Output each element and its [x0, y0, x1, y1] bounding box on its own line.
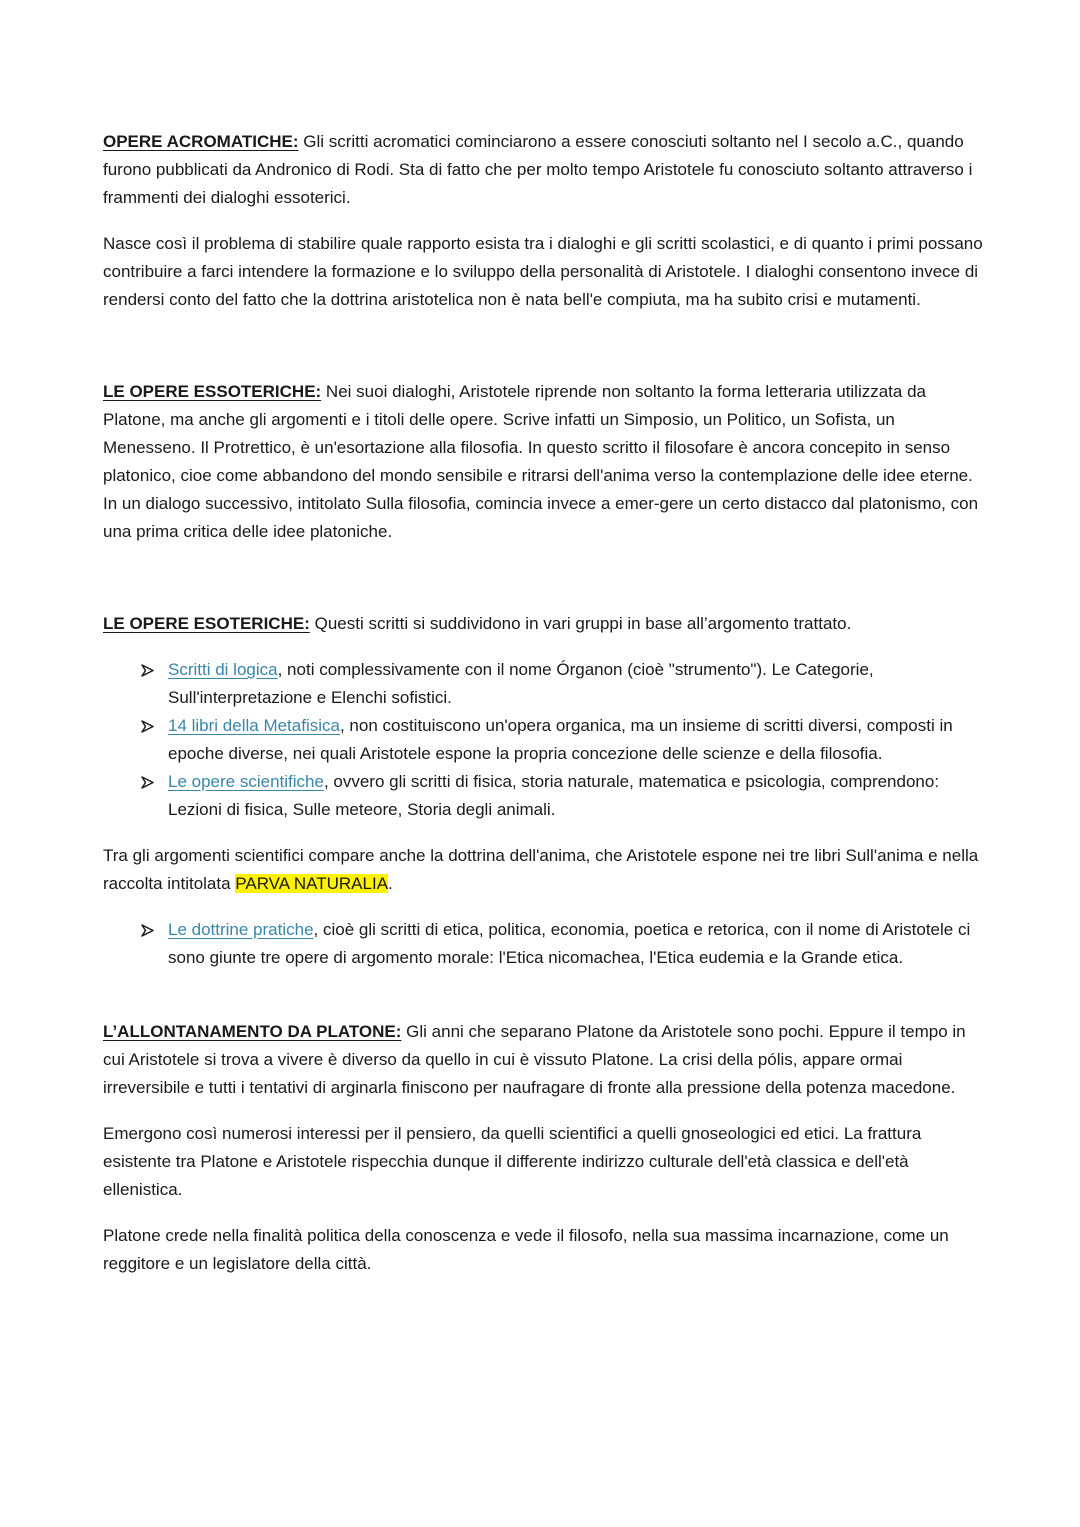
link-opere-scientifiche[interactable]: Le opere scientifiche: [168, 772, 324, 791]
paragraph-dottrina-anima: [103, 842, 983, 898]
list-item: [103, 768, 983, 824]
list-item-text: , noti complessivamente con il nome Órganon (cioè "strumento"). Le Categorie, Sull'interpretazione e Elenchi sofistici.: [168, 660, 874, 707]
heading-allontanamento-da-platone: L’ALLONTANAMENTO DA PLATONE:: [103, 1022, 402, 1041]
paragraph-text: Questi scritti si suddividono in vari gruppi in base all’argomento trattato.: [309, 614, 852, 633]
paragraph-text-end: .: [388, 874, 393, 893]
paragraph-opere-essoteriche: [103, 378, 983, 546]
highlighted-text: PARVA NATURALIA: [235, 874, 389, 893]
heading-opere-acromatiche: OPERE ACROMATICHE:: [103, 132, 299, 151]
paragraph-text: Nei suoi dialoghi, Aristotele riprende non soltanto la forma letteraria utilizzata da Platone, ma anche gli argomenti e i titoli delle opere. Scrive infatti un Simposio, un Politico, un Sofista, un Menesseno. Il Protrettico, è un'esortazione alla filosofia. In questo scritto il filosofare è ancora concepito in senso platonico, cioe come abbandono del mondo sensibile e ritrarsi dell'anima verso la contemplazione delle idee eterne. In un dialogo successivo, intitolato Sulla filosofia, comincia invece a emer-gere un certo distacco dal platonismo, con una prima critica delle idee platoniche.: [103, 382, 979, 541]
paragraph-opere-esoteriche: [103, 610, 983, 638]
list-item: [103, 656, 983, 712]
paragraph-text: Tra gli argomenti scientifici compare anche la dottrina dell'anima, che Aristotele espone nei tre libri Sull'anima e nella raccolta intitolata: [103, 846, 979, 893]
link-dottrine-pratiche[interactable]: Le dottrine pratiche: [168, 920, 314, 939]
paragraph-rapporto-dialoghi: Nasce così il problema di stabilire quale rapporto esista tra i dialoghi e gli scritti scolastici, e di quanto i primi possano contribuire a farci intendere la formazione e lo sviluppo della personalità di Aristotele. I dialoghi consentono invece di rendersi conto del fatto che la dottrina aristotelica non è nata bell'e compiuta, ma ha subito crisi e mutamenti.: [103, 234, 983, 309]
link-scritti-di-logica[interactable]: Scritti di logica: [168, 660, 278, 679]
list-item: [103, 916, 983, 972]
arrowhead-bullet-icon: [137, 916, 157, 944]
paragraph-opere-acromatiche: [103, 128, 983, 212]
list-item-text: , non costituiscono un'opera organica, ma un insieme di scritti diversi, composti in epoche diverse, nei quali Aristotele espone la propria concezione delle scienze e della filosofia.: [168, 716, 953, 763]
list-item-text: , ovvero gli scritti di fisica, storia naturale, matematica e psicologia, comprendono: Lezioni di fisica, Sulle meteore, Storia degli animali.: [168, 772, 940, 819]
heading-opere-essoteriche: LE OPERE ESSOTERICHE:: [103, 382, 322, 401]
paragraph-allontanamento: [103, 1018, 983, 1102]
bullet-list-esoteriche: [103, 656, 983, 824]
paragraph-platone-politica: Platone crede nella finalità politica della conoscenza e vede il filosofo, nella sua massima incarnazione, come un reggitore e un legislatore della città.: [103, 1226, 949, 1273]
heading-opere-esoteriche: LE OPERE ESOTERICHE:: [103, 614, 310, 633]
document-page: [103, 128, 983, 1278]
arrowhead-bullet-icon: [137, 656, 157, 684]
paragraph-text: Gli scritti acromatici cominciarono a essere conosciuti soltanto nel I secolo a.C., quando furono pubblicati da Andronico di Rodi. Sta di fatto che per molto tempo Aristotele fu conosciuto soltanto attraverso i frammenti dei dialoghi essoterici.: [103, 132, 973, 207]
paragraph-interessi-pensiero: Emergono così numerosi interessi per il pensiero, da quelli scientifici a quelli gnoseologici ed etici. La frattura esistente tra Platone e Aristotele rispecchia dunque il differente indirizzo culturale dell'età classica e dell'età ellenistica.: [103, 1124, 922, 1199]
list-item-text: , cioè gli scritti di etica, politica, economia, poetica e retorica, con il nome di Aristotele ci sono giunte tre opere di argomento morale: l'Etica nicomachea, l'Etica eudemia e la Grande etica.: [168, 920, 971, 967]
arrowhead-bullet-icon: [137, 712, 157, 740]
arrowhead-bullet-icon: [137, 768, 157, 796]
link-libri-metafisica[interactable]: 14 libri della Metafisica: [168, 716, 340, 735]
list-item: [103, 712, 983, 768]
bullet-list-pratiche: [103, 916, 983, 972]
paragraph-text: Gli anni che separano Platone da Aristotele sono pochi. Eppure il tempo in cui Aristotele si trova a vivere è diverso da quello in cui è vissuto Platone. La crisi della pólis, appare ormai irreversibile e tutti i tentativi di arginarla finiscono per naufragare di fronte alla pressione della potenza macedone.: [103, 1022, 966, 1097]
